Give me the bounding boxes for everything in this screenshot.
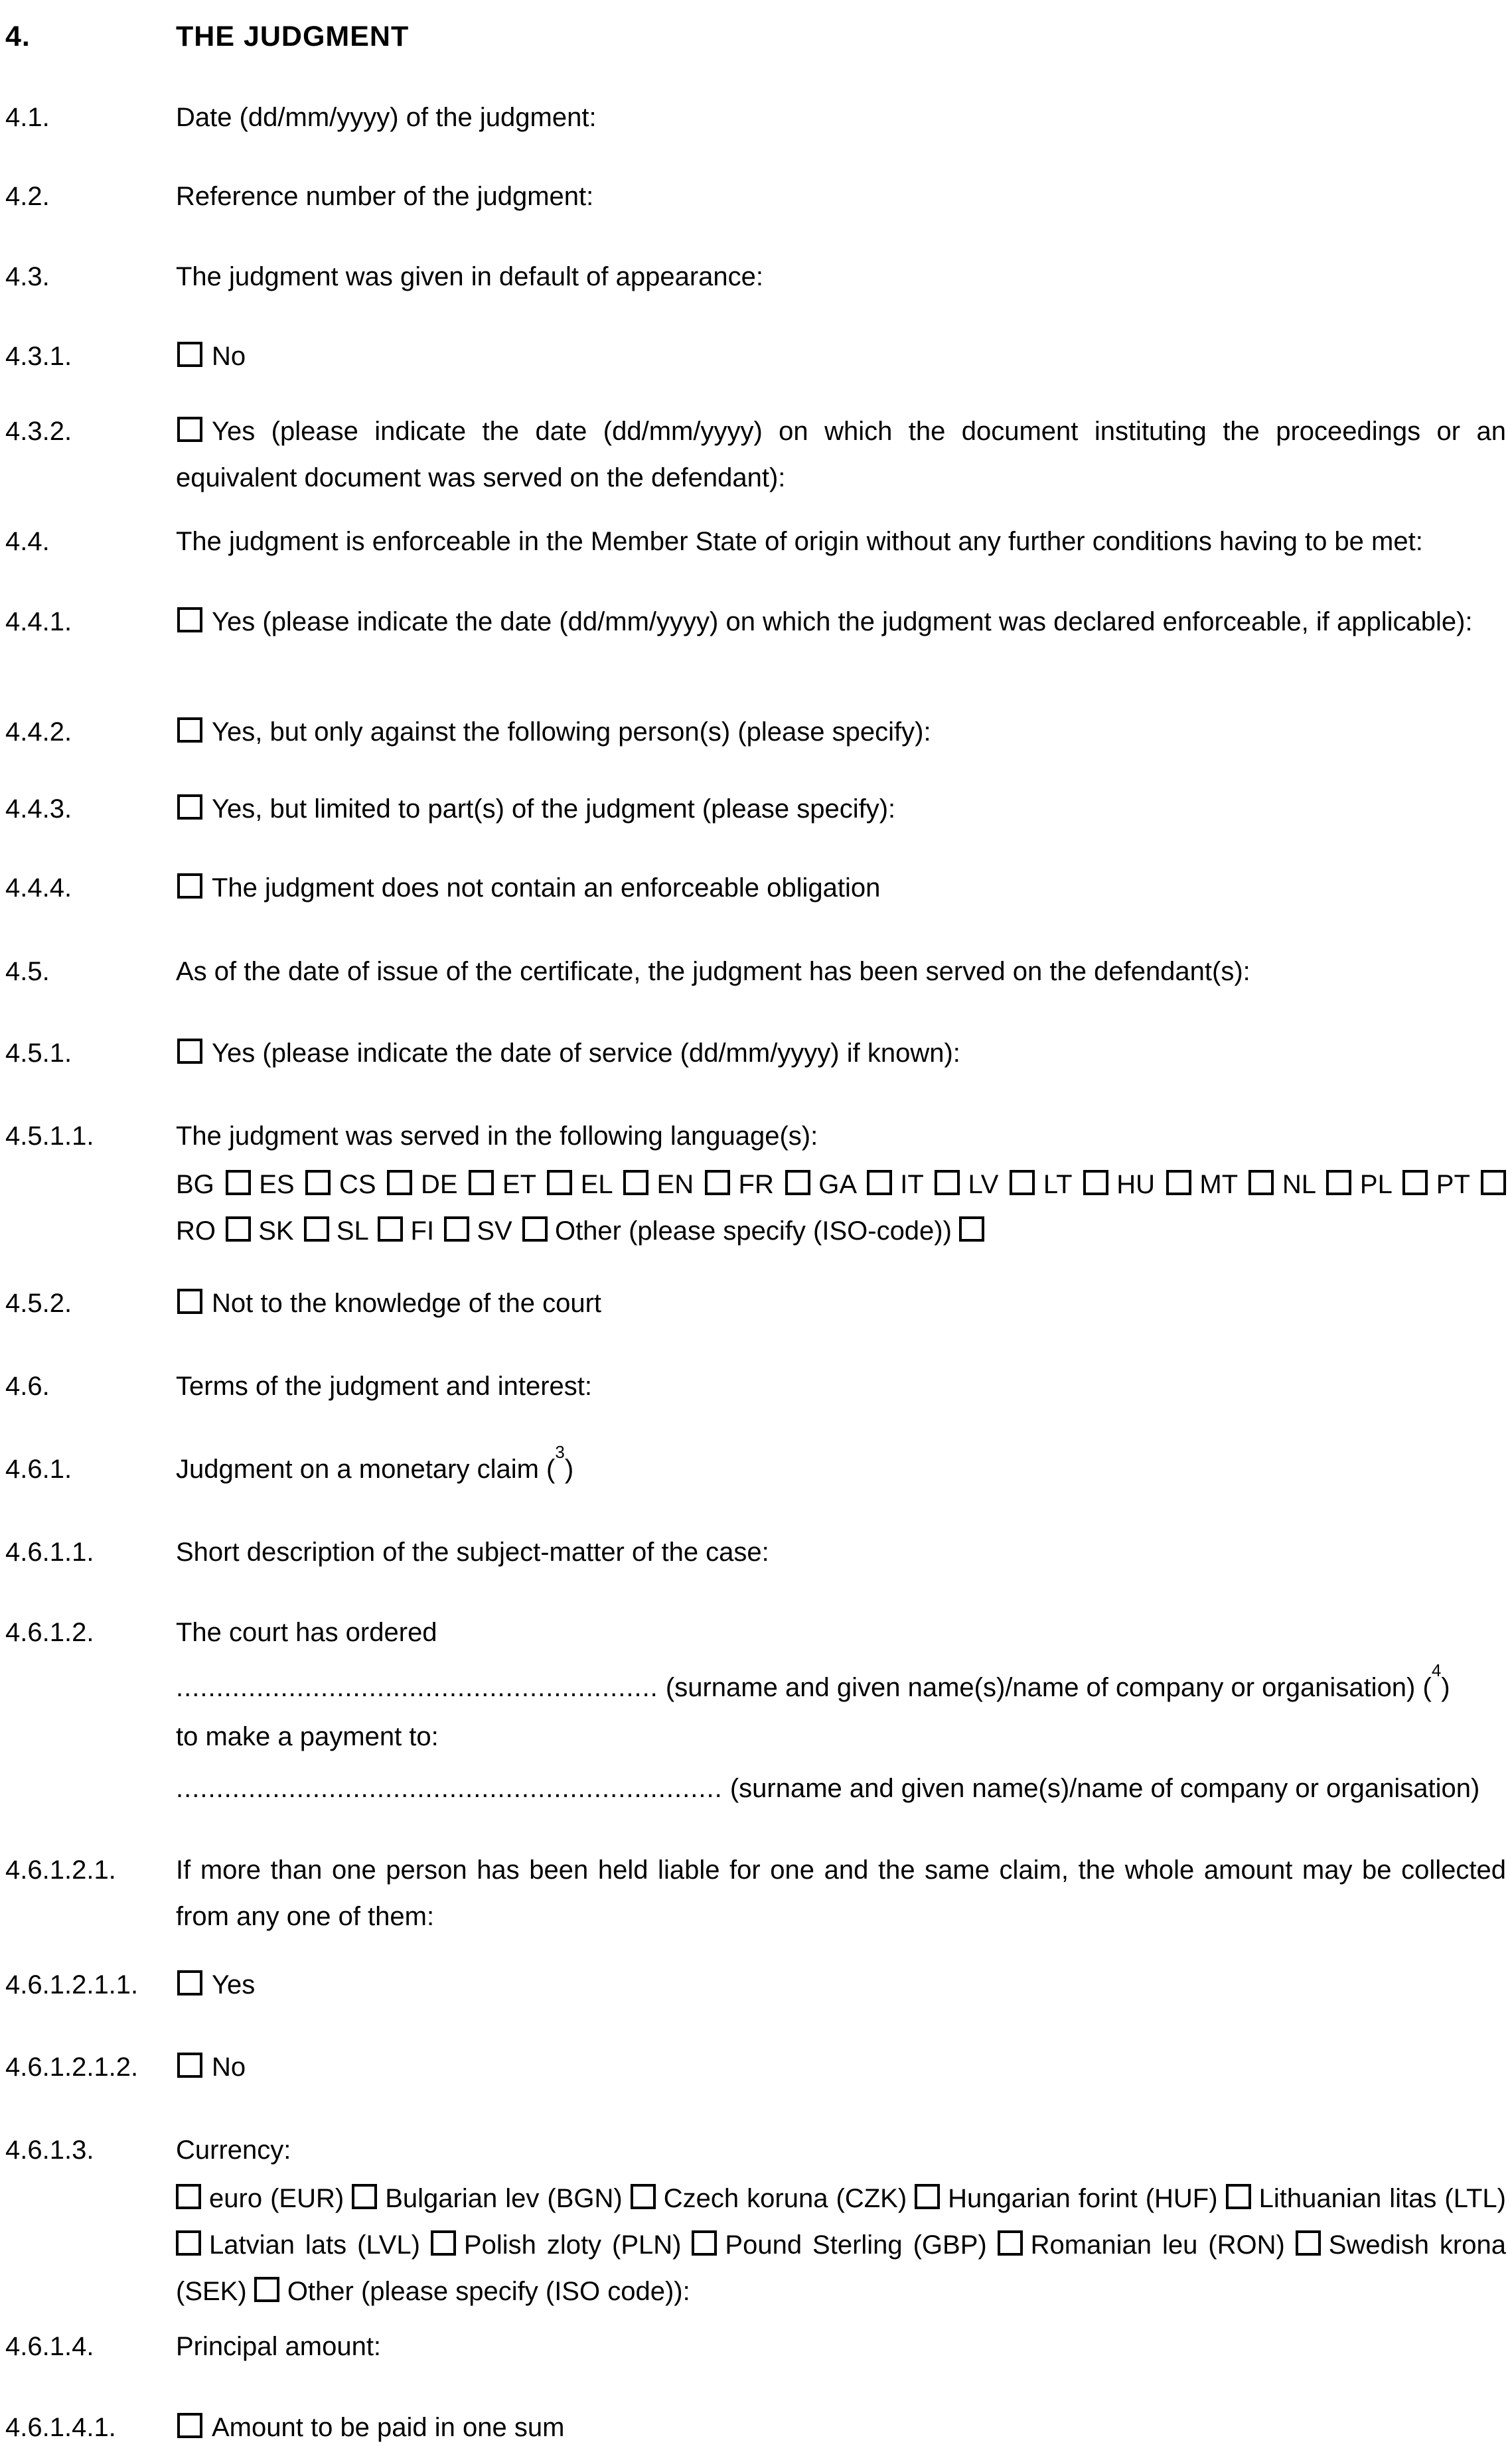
currency-options <box>176 2175 1506 2315</box>
section-4-6 <box>0 1363 1510 1410</box>
checkbox-lang-bg[interactable] <box>226 1170 251 1195</box>
section-number: 4.6.1.2.1. <box>5 1855 116 1885</box>
language-option-fi: FI <box>411 1216 470 1246</box>
checkbox-currency-other[interactable] <box>254 2277 279 2302</box>
currency-option-other: Other (please specify (ISO code)): <box>254 2277 690 2306</box>
fill-in-blank: .................................................................... <box>176 1774 723 1803</box>
checkbox-lang-it[interactable] <box>935 1170 960 1195</box>
checkbox-joint-liability-yes[interactable] <box>177 1970 202 1995</box>
checkbox-currency-sek[interactable] <box>1296 2230 1321 2256</box>
language-option-mt: MT <box>1199 1170 1274 1199</box>
checkbox-yes-served[interactable] <box>177 1039 202 1064</box>
fill-in-line-payee <box>0 1765 1510 1812</box>
checkbox-lang-en[interactable] <box>705 1170 730 1195</box>
language-options <box>176 1161 1506 1254</box>
checkbox-lang-de[interactable] <box>469 1170 494 1195</box>
section-4-6-1-4 <box>0 2323 1510 2370</box>
section-number: 4.5.1. <box>5 1039 72 1068</box>
section-number: 4.4.2. <box>5 717 72 747</box>
checkbox-lang-other[interactable] <box>959 1216 984 1242</box>
section-4-6-1 <box>0 1441 1510 1492</box>
checkbox-lang-nl[interactable] <box>1326 1170 1351 1195</box>
section-4-3-2 <box>0 408 1510 501</box>
checkbox-lang-et[interactable] <box>547 1170 572 1195</box>
section-4-6-1-2-1-2 <box>0 2044 1510 2090</box>
option-label: Not to the knowledge of the court <box>212 1289 602 1318</box>
checkbox-lang-ga[interactable] <box>867 1170 892 1195</box>
section-number: 4.6.1. <box>5 1455 72 1484</box>
currency-option-gbp: Pound Sterling (GBP) <box>692 2230 986 2260</box>
section-number: 4.4.1. <box>5 607 72 636</box>
language-option-et: ET <box>502 1170 572 1199</box>
option-label: Yes (please indicate the date of service (dd/mm/yyyy) if known): <box>212 1039 960 1068</box>
language-option-lv: LV <box>968 1170 1035 1199</box>
currency-option-lvl: Latvian lats (LVL) <box>176 2230 420 2260</box>
section-4-5-2 <box>0 1280 1510 1327</box>
fill-in-line-ordered-person: ............................................................ (surname and given name(s)/name of company or organisation) ($^4$) <box>176 1660 1450 1702</box>
section-4-4 <box>0 518 1510 565</box>
section-4-6-1-2-1 <box>0 1847 1510 1940</box>
language-option-other: Other (please specify (ISO-code)) <box>555 1216 984 1246</box>
checkbox-currency-ron[interactable] <box>998 2230 1023 2256</box>
fill-in-blank: ............................................................ <box>176 1673 658 1702</box>
checkbox-lang-es[interactable] <box>305 1170 331 1195</box>
section-number: 4.4. <box>5 527 50 556</box>
checkbox-joint-liability-no[interactable] <box>177 2053 202 2078</box>
checkbox-currency-eur[interactable] <box>176 2184 201 2209</box>
section-4-5 <box>0 948 1510 995</box>
section-number: 4.4.3. <box>5 794 72 824</box>
section-4-4-3 <box>0 786 1510 832</box>
language-option-es: ES <box>259 1170 331 1199</box>
section-number: 4.2. <box>5 182 50 211</box>
footnote-3: 3 <box>555 1441 565 1462</box>
currency-option-bgn: Bulgarian lev (BGN) <box>352 2184 623 2213</box>
checkbox-lang-fi[interactable] <box>444 1216 469 1242</box>
section-number: 4.5.2. <box>5 1289 72 1318</box>
section-4-2 <box>0 173 1510 220</box>
section-text: Principal amount: <box>176 2332 382 2361</box>
option-label: No <box>212 342 246 371</box>
section-4-6-1-3 <box>0 2127 1510 2173</box>
checkbox-amount-one-sum[interactable] <box>177 2413 202 2438</box>
section-4-4-4 <box>0 865 1510 911</box>
checkbox-lang-pl[interactable] <box>1402 1170 1428 1195</box>
section-number: 4.6.1.4. <box>5 2332 94 2361</box>
option-label: No <box>212 2053 246 2082</box>
section-text: As of the date of issue of the certificate, the judgment has been served on the defendant(s): <box>176 957 1250 986</box>
option-label: Amount to be paid in one sum <box>212 2413 565 2442</box>
language-option-de: DE <box>421 1170 494 1199</box>
checkbox-currency-gbp[interactable] <box>692 2230 717 2256</box>
section-4-3-1 <box>0 333 1510 380</box>
currency-option-eur: euro (EUR) <box>176 2184 344 2213</box>
section-text: Short description of the subject-matter of the case: <box>176 1538 769 1567</box>
currency-option-czk: Czech koruna (CZK) <box>631 2184 907 2213</box>
checkbox-lang-el[interactable] <box>623 1170 648 1195</box>
checkbox-currency-huf[interactable] <box>915 2184 940 2209</box>
section-4-6-1-2-1-1 <box>0 1962 1510 2008</box>
section-text: Terms of the judgment and interest: <box>176 1372 592 1401</box>
section-4-6-1-1 <box>0 1529 1510 1575</box>
checkbox-no-enforceable-obligation[interactable] <box>177 873 202 899</box>
language-option-pl: PL <box>1360 1170 1428 1199</box>
checkbox-lang-lt[interactable] <box>1083 1170 1108 1195</box>
option-label: Yes (please indicate the date (dd/mm/yyyy) on which the document instituting the proceedings or an equivalent document was served on the defendant): <box>176 417 1506 492</box>
fill-in-caption: (surname and given name(s)/name of company or organisation) ( <box>665 1673 1432 1702</box>
section-number: 4. <box>5 21 31 52</box>
section-number: 4.6.1.4.1. <box>5 2413 116 2442</box>
fill-in-caption: (surname and given name(s)/name of company or organisation) <box>729 1774 1480 1803</box>
checkbox-yes-limited-to-parts[interactable] <box>177 794 202 820</box>
checkbox-lang-cs[interactable] <box>387 1170 412 1195</box>
language-option-el: EL <box>581 1170 648 1199</box>
language-option-lt: LT <box>1043 1170 1108 1199</box>
checkbox-not-to-knowledge[interactable] <box>177 1289 202 1314</box>
section-number: 4.3.1. <box>5 342 72 371</box>
checkbox-lang-hu[interactable] <box>1166 1170 1191 1195</box>
option-label: Yes, but limited to part(s) of the judgment (please specify): <box>212 794 896 824</box>
checkbox-yes[interactable] <box>177 417 202 442</box>
language-option-sk: SK <box>258 1216 329 1246</box>
checkbox-yes-against-persons[interactable] <box>177 717 202 743</box>
currency-option-sek: Swedish krona (SEK) <box>176 2230 1506 2306</box>
checkbox-currency-ltl[interactable] <box>1226 2184 1251 2209</box>
section-4-6-1-2 <box>0 1609 1510 1656</box>
currency-options-row <box>0 2175 1510 2315</box>
language-option-en: EN <box>657 1170 730 1199</box>
checkbox-yes-declared-enforceable[interactable] <box>177 607 202 632</box>
section-text: The judgment was served in the following language(s): <box>176 1122 818 1151</box>
section-number: 4.1. <box>5 103 50 132</box>
section-number: 4.6.1.2.1.1. <box>5 1970 139 1999</box>
section-number: 4.5. <box>5 957 50 986</box>
section-number: 4.6.1.3. <box>5 2136 94 2165</box>
section-number: 4.6.1.2. <box>5 1618 94 1647</box>
currency-option-ron: Romanian leu (RON) <box>998 2230 1285 2260</box>
section-4-3 <box>0 254 1510 300</box>
checkbox-lang-fr[interactable] <box>785 1170 810 1195</box>
language-options-row <box>0 1161 1510 1254</box>
section-text: Reference number of the judgment: <box>176 182 594 211</box>
section-number: 4.6. <box>5 1372 50 1401</box>
section-text: Date (dd/mm/yyyy) of the judgment: <box>176 103 597 132</box>
section-number: 4.6.1.2.1.2. <box>5 2053 139 2082</box>
section-text: to make a payment to: <box>176 1722 439 1751</box>
language-option-sv: SV <box>477 1216 547 1246</box>
checkbox-lang-sk[interactable] <box>304 1216 329 1242</box>
section-number: 4.3.2. <box>5 417 72 446</box>
section-4 <box>0 13 1510 60</box>
option-label: Yes (please indicate the date (dd/mm/yyyy) on which the judgment was declared enforceable, if applicable): <box>212 607 1473 636</box>
language-option-bg: BG <box>176 1170 251 1199</box>
language-option-hu: HU <box>1116 1170 1191 1199</box>
section-4-4-2 <box>0 709 1510 755</box>
section-title: THE JUDGMENT <box>176 21 410 52</box>
checkbox-currency-pln[interactable] <box>431 2230 456 2256</box>
section-4-1 <box>0 94 1510 141</box>
checkbox-currency-bgn[interactable] <box>352 2184 377 2209</box>
checkbox-lang-sv[interactable] <box>522 1216 548 1242</box>
section-text: Judgment on a monetary claim ($^3$) <box>176 1441 574 1484</box>
payment-to-line <box>0 1713 1510 1760</box>
section-text: Currency: <box>176 2136 291 2165</box>
section-4-5-1 <box>0 1030 1510 1076</box>
language-option-ro: RO <box>176 1216 251 1246</box>
checkbox-lang-lv[interactable] <box>1010 1170 1035 1195</box>
section-number: 4.5.1.1. <box>5 1122 94 1151</box>
checkbox-currency-lvl[interactable] <box>176 2230 201 2256</box>
section-text: If more than one person has been held liable for one and the same claim, the whole amount may be collected from any one of them: <box>176 1855 1506 1931</box>
section-text: The judgment was given in default of appearance: <box>176 262 764 291</box>
checkbox-lang-pt[interactable] <box>1481 1170 1506 1195</box>
checkbox-lang-mt[interactable] <box>1248 1170 1274 1195</box>
language-option-ga: GA <box>818 1170 891 1199</box>
section-number: 4.6.1.1. <box>5 1538 94 1567</box>
section-4-4-1 <box>0 599 1510 645</box>
option-label: Yes, but only against the following person(s) (please specify): <box>212 717 931 747</box>
section-number: 4.4.4. <box>5 873 72 903</box>
language-option-nl: NL <box>1282 1170 1351 1199</box>
checkbox-lang-ro[interactable] <box>226 1216 251 1242</box>
section-number: 4.3. <box>5 262 50 291</box>
section-text: The court has ordered <box>176 1618 437 1647</box>
section-4-5-1-1 <box>0 1113 1510 1159</box>
language-option-fr: FR <box>739 1170 810 1199</box>
language-option-it: IT <box>900 1170 960 1199</box>
checkbox-no[interactable] <box>177 342 202 367</box>
currency-option-pln: Polish zloty (PLN) <box>431 2230 682 2260</box>
checkbox-currency-czk[interactable] <box>631 2184 656 2209</box>
language-option-sl: SL <box>337 1216 404 1246</box>
option-label: Yes <box>212 1970 256 1999</box>
option-label: The judgment does not contain an enforceable obligation <box>212 873 881 903</box>
section-text: The judgment is enforceable in the Member State of origin without any further conditions having to be met: <box>176 527 1423 556</box>
currency-option-huf: Hungarian forint (HUF) <box>915 2184 1217 2213</box>
section-4-6-1-4-1 <box>0 2404 1510 2451</box>
currency-option-ltl: Lithuanian litas (LTL) <box>1226 2184 1506 2213</box>
footnote-4: 4 <box>1431 1660 1442 1680</box>
checkbox-lang-sl[interactable] <box>378 1216 403 1242</box>
language-option-cs: CS <box>339 1170 412 1199</box>
language-option-pt: PT <box>1436 1170 1506 1199</box>
